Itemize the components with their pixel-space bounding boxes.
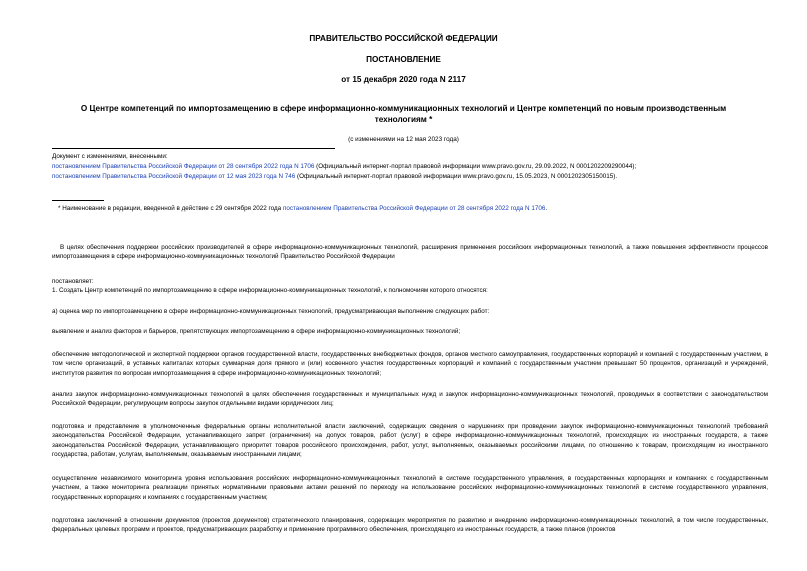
document-title: О Центре компетенций по импортозамещению в сфере информационно-коммуникационных технологий и Центре компетенций по новым производственным технологиям *: [80, 104, 727, 124]
paragraph-procurement-analysis: анализ закупок информационно-коммуникационных технологий в целях обеспечения государственных и муниципальных нужд и закупок информационно-коммуникационных технологий, проводимых в соответствии с законодательством Российской Федерации, регулирующим вопросы закупок отдельными видами юридических лиц;: [52, 391, 768, 408]
paragraph-conclusions: подготовка и представление в уполномоченные федеральные органы исполнительной власти заключений, содержащих сведения о нарушениях при проведении закупок информационно-коммуникационных технологий требований законодательства Российской Федерации, устанавливающего запрет (ограничения) на допуск товаров, работ (услуг) в сфере информационно-коммуникационных технологий, происходящих из иностранных государств, а также законодательства Российской Федерации, устанавливающего приоритет товаров российского происхождения, работ, услуг, выполняемых, оказываемых российскими лицами, по отношению к товарам, происходящим из иностранного государства, работам, услугам, выполняемым, оказываемым иностранными лицами;: [52, 423, 768, 459]
date-number-heading: от 15 декабря 2020 года N 2117: [341, 75, 466, 84]
footnote-end: .: [545, 205, 548, 212]
document-subtitle: (с изменениями на 12 мая 2023 года): [348, 136, 459, 143]
footnote-link-1706[interactable]: постановлением Правительства Российской Федерации от 28 сентября 2022 года N 1706: [282, 205, 546, 212]
footnote: [58, 204, 547, 213]
change-item: [52, 172, 617, 181]
paragraph-factors: выявление и анализ факторов и барьеров, препятствующих импортозамещению в сфере информационно-коммуникационных технологий;: [52, 328, 461, 335]
change-link-1706[interactable]: постановлением Правительства Российской Федерации от 28 сентября 2022 года N 1706: [52, 163, 315, 170]
changes-intro: Документ с изменениями, внесенными:: [52, 153, 168, 160]
item-1-paragraph: 1. Создать Центр компетенций по импортозамещению в сфере информационно-коммуникационных технологий, к полномочиям которого относятся:: [52, 287, 488, 294]
change-link-746[interactable]: постановлением Правительства Российской Федерации от 12 мая 2023 года N 746: [52, 173, 296, 180]
paragraph-monitoring: осуществление независимого мониторинга уровня использования российских информационно-коммуникационных технологий в системе государственного управления, в государственных корпорациях и компаниях с государственным участием, а также мониторинга реализации принятых нормативными правовыми актами решений по переходу на использование российских информационно-коммуникационных технологий в системе государственного управления, государственных корпорациях и компаниях с государственным участием;: [52, 475, 768, 501]
government-heading: ПРАВИТЕЛЬСТВО РОССИЙСКОЙ ФЕДЕРАЦИИ: [309, 34, 498, 43]
document-type-heading: ПОСТАНОВЛЕНИЕ: [366, 55, 441, 64]
item-a-paragraph: а) оценка мер по импортозамещению в сфере информационно-коммуникационных технологий, предусматривающая выполнение следующих работ:: [52, 308, 490, 315]
footnote-divider: [52, 200, 104, 201]
changes-divider: [52, 148, 335, 149]
footnote-text: * Наименование в редакции, введенной в действие с 29 сентября 2022 года: [58, 205, 283, 212]
paragraph-methodology: обеспечение методологической и экспертной поддержки органов государственной власти, государственных внебюджетных фондов, органов местного самоуправления, государственных корпораций и компаний с государственным участием, в том числе организаций, в уставных капиталах которых суммарная доля прямого и (или) косвенного участия государственных корпораций и компаний с государственным участием превышает 50 процентов, организаций и учреждений, институтов развития по вопросам импортозамещения в сфере информационно-коммуникационных технологий;: [52, 351, 768, 377]
preamble-paragraph: В целях обеспечения поддержки российских производителей в сфере информационно-коммуникационных технологий, расширения применения российских информационных технологий, а также повышения эффективности процессов импортозамещения в сфере информационно-коммуникационных технологий Правительство Российской Федерации: [52, 244, 768, 261]
change-item: [52, 162, 636, 171]
paragraph-strategic-planning: подготовка заключений в отношении документов (проектов документов) стратегического планирования, содержащих мероприятия по развитию и внедрению информационно-коммуникационных технологий, в том числе государственных, федеральных целевых программ и проектов, предусматривающих разработку и применение программного обеспечения, происходящего из иностранных государств, а также планов (проектов: [52, 517, 768, 534]
change-source-text: (Официальный интернет-портал правовой информации www.pravo.gov.ru, 29.09.2022, N 0001202209290044);: [314, 163, 637, 170]
change-source-text: (Официальный интернет-портал правовой информации www.pravo.gov.ru, 15.05.2023, N 0001202305150015).: [295, 173, 618, 180]
resolves-text: постановляет:: [52, 278, 94, 285]
